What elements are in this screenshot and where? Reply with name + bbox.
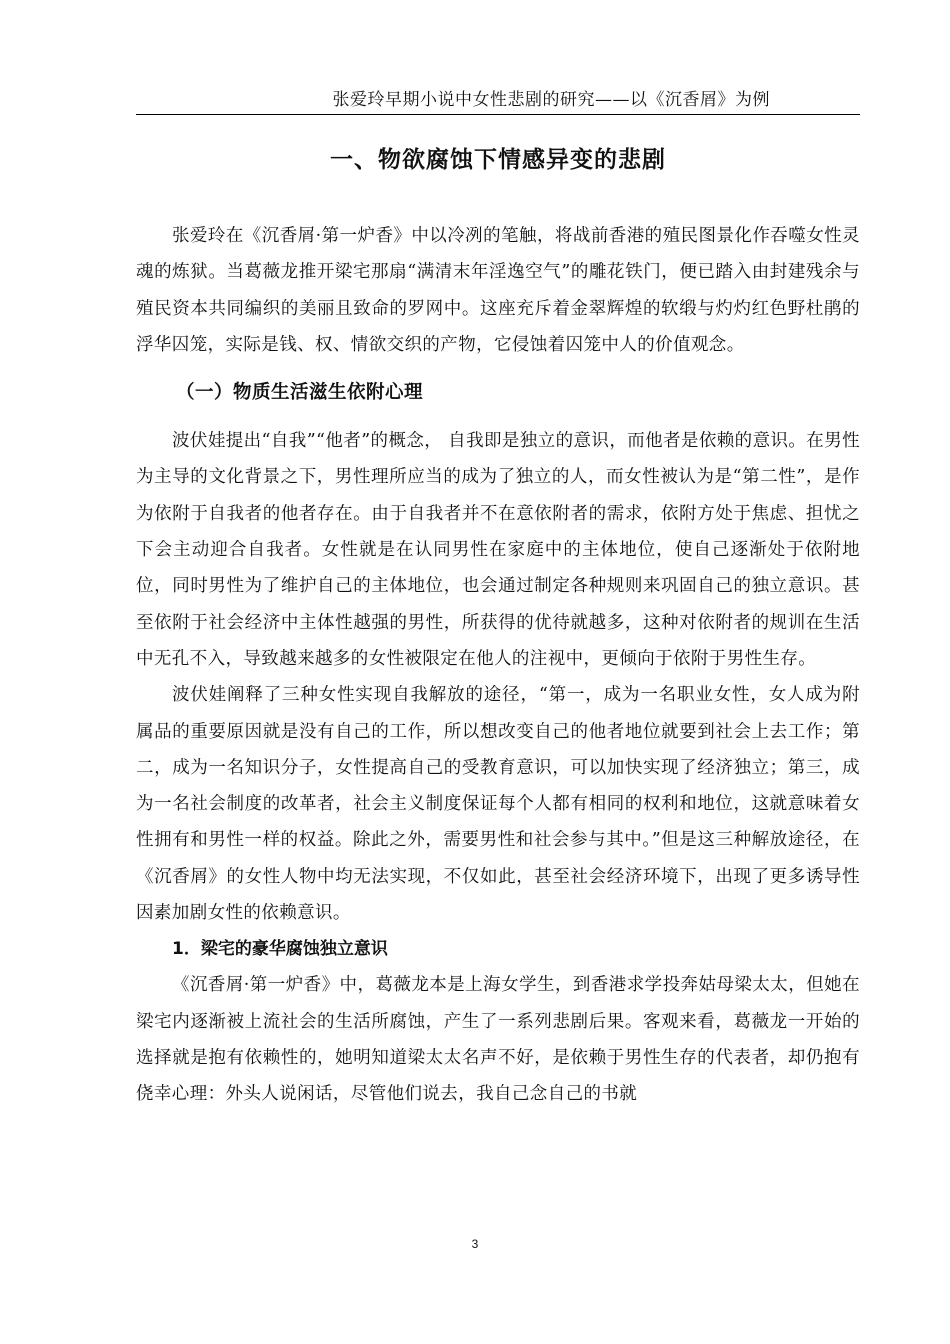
section-heading: （一）物质生活滋生依附心理 (176, 382, 424, 404)
chapter-intro-paragraph: 张爱玲在《沉香屑·第一炉香》中以冷冽的笔触，将战前香港的殖民图景化作吞噬女性灵魂的炼狱。当葛薇龙推开梁宅那扇“满清末年淫逸空气”的雕花铁门，便已踏入由封建残余与殖民资本共同编织的美丽且致命的罗网中。这座充斥着金翠辉煌的软缎与灼灼红色野杜鹃的浮华囚笼，实际是钱、权、情欲交织的产物，它侵蚀着囚笼中人的价值观念。 (136, 226, 860, 355)
section-paragraph-2: 波伏娃阐释了三种女性实现自我解放的途径，“第一，成为一名职业女性，女人成为附属品的重要原因就是没有自己的工作，所以想改变自己的他者地位就要到社会上去工作；第二，成为一名知识分子，女性提高自己的受教育意识，可以加快实现了经济独立；第三，成为一名社会制度的改革者，社会主义制度保证每个人都有相同的权利和地位，这就意味着女性拥有和男性一样的权益。除此之外，需要男性和社会参与其中。”但是这三种解放途径，在《沉香屑》的女性人物中均无法实现，不仅如此，甚至社会经济环境下，出现了更多诱导性因素加剧女性的依赖意识。 (136, 685, 860, 924)
subsection-heading: 1．梁宅的豪华腐蚀独立意识 (172, 939, 388, 960)
header-rule (136, 114, 860, 115)
chapter-title: 一、物欲腐蚀下情感异变的悲剧 (330, 147, 666, 173)
section-paragraph-1: 波伏娃提出“自我”“他者”的概念， 自我即是独立的意识，而他者是依赖的意识。在男性为主导的文化背景之下，男性理所应当的成为了独立的人，而女性被认为是“第二性”，是作为依附于自我者的他者存在。由于自我者并不在意依附者的需求，依附方处于焦虑、担忧之下会主动迎合自我者。女性就是在认同男性在家庭中的主体地位，使自己逐渐处于依附地位，同时男性为了维护自己的主体地位，也会通过制定各种规则来巩固自己的独立意识。甚至依附于社会经济中主体性越强的男性，所获得的优待就越多，这种对依附者的规训在生活中无孔不入，导致越来越多的女性被限定在他人的注视中，更倾向于依附于男性生存。 (136, 431, 860, 669)
page-content (136, 138, 860, 1113)
running-header: 张爱玲早期小说中女性悲剧的研究——以《沉香屑》为例 (332, 90, 770, 110)
page-number: 3 (471, 1237, 479, 1251)
subsection-paragraph-1: 《沉香屑·第一炉香》中，葛薇龙本是上海女学生，到香港求学投奔姑母梁太太，但她在梁宅内逐渐被上流社会的生活所腐蚀，产生了一系列悲剧后果。客观来看，葛薇龙一开始的选择就是抱有依赖性的，她明知道梁太太名声不好，是依赖于男性生存的代表者，却仍抱有侥幸心理：外头人说闲话，尽管他们说去，我自己念自己的书就 (136, 975, 860, 1105)
